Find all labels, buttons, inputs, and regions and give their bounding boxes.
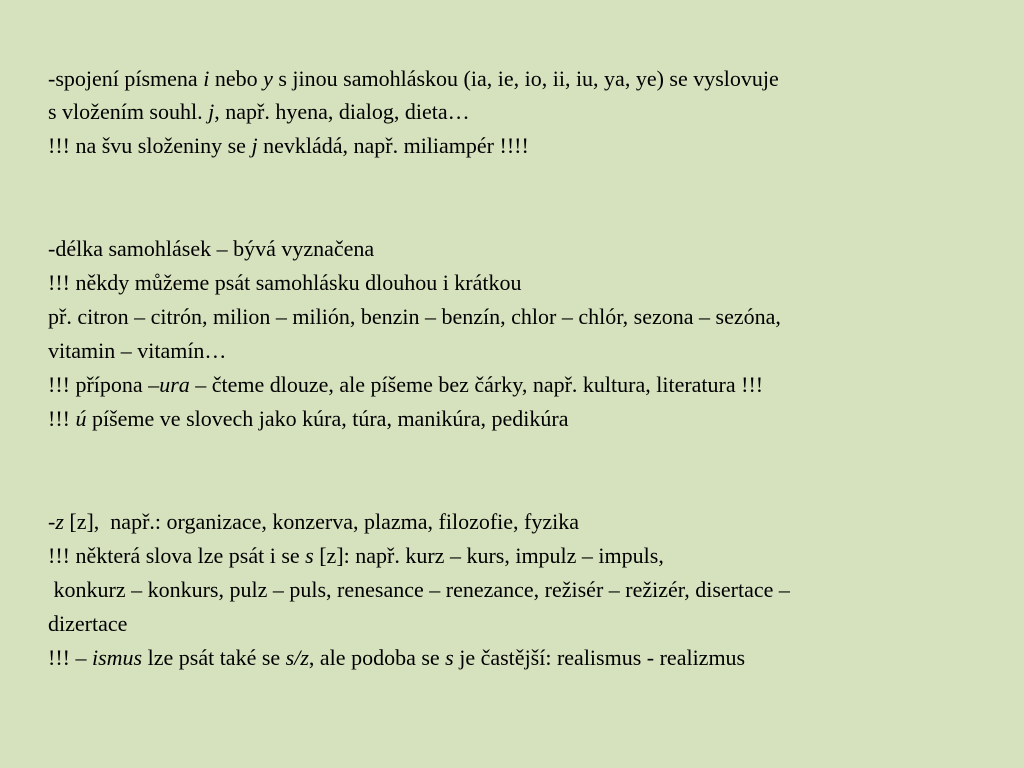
text: !!! přípona – [48,372,160,397]
section2-line2: !!! někdy můžeme psát samohlásku dlouhou i krátkou [48,270,522,295]
italic-text: j [251,133,258,158]
text: !!! na švu složeniny se [48,133,252,158]
section2-line1: -délka samohlásek – bývá vyznačena [48,236,375,261]
italic-text: i [203,66,210,91]
section3-line2 [48,543,664,568]
italic-text: s [445,645,454,670]
text: , ale podoba se [308,645,446,670]
section1-line1 [48,66,779,91]
text: nebo [209,66,264,91]
text: nevkládá, např. miliampér !!!! [257,133,529,158]
text: !!! některá slova lze psát i se [48,543,306,568]
text: !!! – [48,645,92,670]
text: [z]: např. kurz – kurs, impulz – impuls, [313,543,664,568]
section2-line4: vitamin – vitamín… [48,338,227,363]
text: s vložením souhl. [48,99,209,124]
text: [z], např.: organizace, konzerva, plazma, filozofie, fyzika [63,509,579,534]
italic-text: y [263,66,273,91]
section3-line3: konkurz – konkurs, pulz – puls, renesance – renezance, režisér – režizér, disertace – [48,577,790,602]
text: , např. hyena, dialog, dieta… [214,99,470,124]
text: píšeme ve slovech jako kúra, túra, manikúra, pedikúra [86,406,569,431]
section2-line5 [48,372,763,397]
text: s jinou samohláskou (ia, ie, io, ii, iu, ya, ye) se vyslovuje [272,66,779,91]
text: lze psát také se [142,645,286,670]
italic-text: ú [75,406,87,431]
italic-text: ura [159,372,190,397]
section3-line4: dizertace [48,611,128,636]
section1-line2 [48,99,470,124]
italic-text: j [208,99,215,124]
section1-line3 [48,133,529,158]
text: – čteme dlouze, ale píšeme bez čárky, např. kultura, literatura !!! [189,372,764,397]
italic-text: s [305,543,314,568]
section2-line6 [48,406,569,431]
text: !!! [48,406,76,431]
text: -spojení písmena [48,66,204,91]
section3-line1 [48,509,579,534]
text: - [48,509,56,534]
italic-text: ismus [91,645,143,670]
section2-line3: př. citron – citrón, milion – milión, benzin – benzín, chlor – chlór, sezona – sezóna, [48,304,781,329]
text: je častější: realismus - realizmus [453,645,746,670]
italic-text: s/z [285,645,309,670]
section3-line5 [48,645,745,670]
italic-text: z [55,509,64,534]
